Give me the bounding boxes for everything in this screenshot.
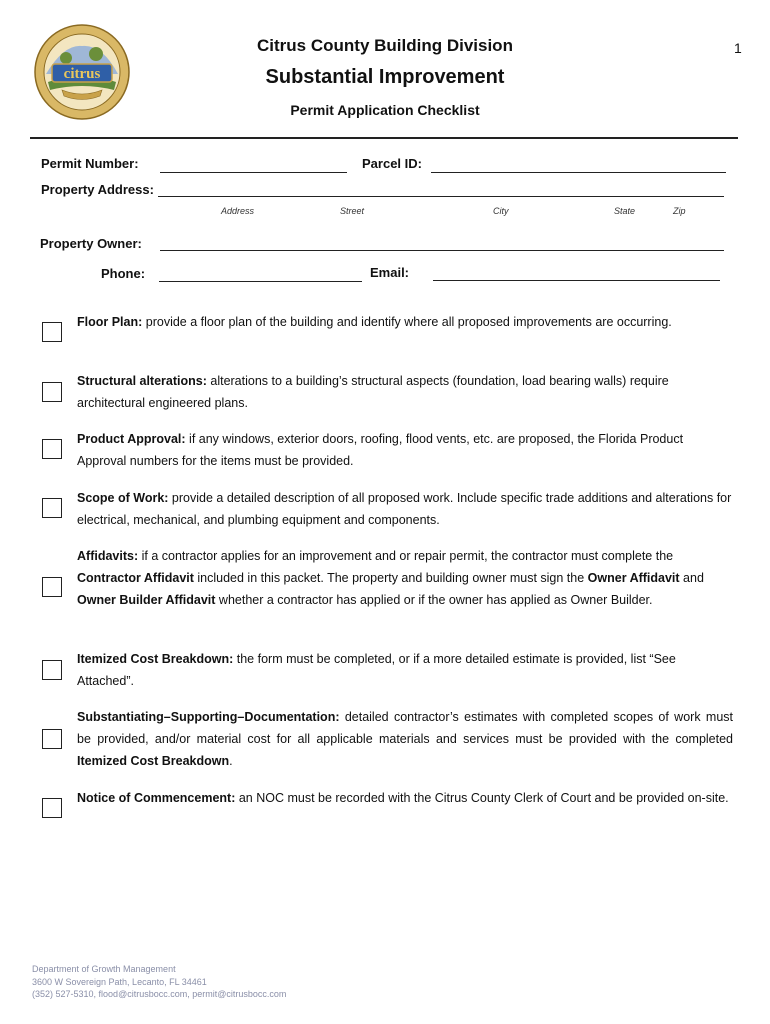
checkbox-scope-of-work[interactable] — [42, 498, 62, 518]
permit-number-label: Permit Number: — [41, 156, 139, 171]
property-owner-field[interactable] — [160, 250, 724, 251]
checklist-item-product-approval: Product Approval: if any windows, exterior doors, roofing, flood vents, etc. are proposed, the Florida Product Approval numbers for the items must be provided. — [77, 432, 684, 468]
phone-field[interactable] — [159, 281, 362, 282]
checklist-item-affidavits: Affidavits: if a contractor applies for an improvement and or repair permit, the contractor must complete the Contractor Affidavit included in this packet. The property and building owner must sign the Owner Affidavit and Owner Builder Affidavit whether a contractor has applied or if the owner has applied as Owner Builder. — [77, 549, 704, 607]
property-address-field[interactable] — [158, 196, 724, 197]
header-divider — [30, 137, 738, 139]
division-heading: Citrus County Building Division — [257, 36, 513, 55]
checkbox-product-approval[interactable] — [42, 439, 62, 459]
checkbox-structural-alterations[interactable] — [42, 382, 62, 402]
page-number: 1 — [734, 40, 742, 56]
document-title: Substantial Improvement — [265, 66, 505, 88]
checkbox-notice-of-commencement[interactable] — [42, 798, 62, 818]
checklist-item-scope-of-work: Scope of Work: provide a detailed description of all proposed work. Include specific trade additions and alterations for electrical, mechanical, and plumbing equipment and components. — [77, 491, 732, 527]
checklist-item-structural-alterations: Structural alterations: alterations to a building’s structural aspects (foundation, load bearing walls) require architectural engineered plans. — [77, 374, 669, 410]
permit-number-field[interactable] — [160, 172, 347, 173]
checkbox-floor-plan[interactable] — [42, 322, 62, 342]
checklist-item-floor-plan: Floor Plan: provide a floor plan of the building and identify where all proposed improvements are occurring. — [77, 315, 672, 329]
checkbox-supporting-documentation[interactable] — [42, 729, 62, 749]
state-sublabel: State — [614, 206, 636, 216]
email-label: Email: — [370, 265, 410, 280]
checklist-item-supporting-documentation: Substantiating–Supporting–Documentation: detailed contractor’s estimates with completed scopes of work must be provided, and/or material cost for all applicable materials and services must be provided with the completed Itemized Cost Breakdown. — [77, 710, 733, 768]
document-subtitle: Permit Application Checklist — [290, 102, 480, 118]
checklist-item-notice-of-commencement: Notice of Commencement: an NOC must be recorded with the Citrus County Clerk of Court and be provided on-site. — [77, 791, 729, 805]
footer-contact-block — [32, 963, 286, 1001]
county-seal-logo — [34, 24, 130, 120]
footer-address: 3600 W Sovereign Path, Lecanto, FL 34461 — [32, 976, 207, 987]
email-field[interactable] — [433, 280, 720, 281]
footer-contact: (352) 527-5310, flood@citrusbocc.com, permit@citrusbocc.com — [32, 989, 287, 999]
parcel-id-label: Parcel ID: — [362, 156, 422, 171]
parcel-id-field[interactable] — [431, 172, 726, 173]
svg-text:citrus: citrus — [63, 66, 101, 82]
city-sublabel: City — [493, 206, 509, 216]
property-owner-label: Property Owner: — [40, 236, 142, 251]
footer-department: Department of Growth Management — [32, 964, 176, 974]
checkbox-itemized-cost-breakdown[interactable] — [42, 660, 62, 680]
phone-label: Phone: — [101, 266, 146, 281]
property-address-label: Property Address: — [41, 182, 154, 197]
checkbox-affidavits[interactable] — [42, 577, 62, 597]
address-sublabel: Address — [221, 206, 255, 216]
zip-sublabel: Zip — [673, 206, 686, 216]
checklist-item-itemized-cost-breakdown: Itemized Cost Breakdown: the form must be completed, or if a more detailed estimate is provided, list “See Attached”. — [77, 652, 676, 688]
street-sublabel: Street — [340, 206, 365, 216]
